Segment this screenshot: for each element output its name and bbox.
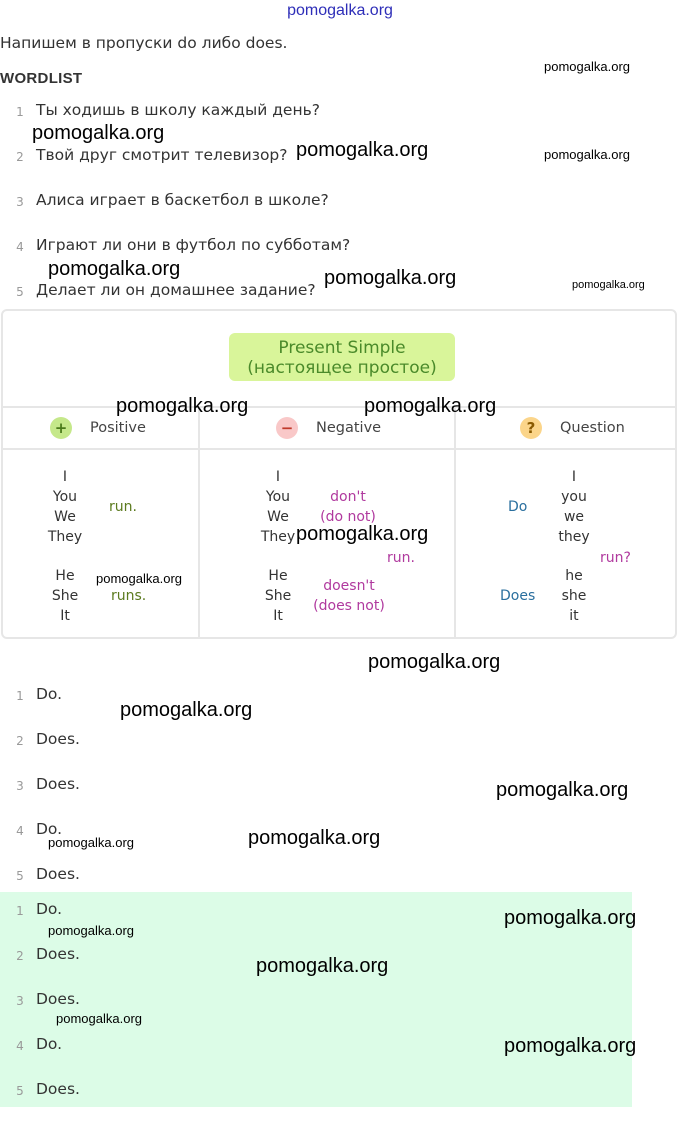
pronoun: I [275,469,281,485]
aux-full: (do not) [320,509,376,525]
question-text: Делает ли он домашнее задание? [36,281,316,299]
list-item [0,685,680,730]
aux-do: Do [508,499,528,515]
pronoun-group [549,467,599,547]
answer-text: Does. [36,865,80,883]
watermark: pomogalka.org [116,395,249,417]
pronoun: we [563,509,585,525]
watermark-top: pomogalka.org [287,2,393,19]
present-simple-card [1,309,677,639]
watermark: pomogalka.org [496,779,629,801]
pronoun: We [267,509,289,525]
item-number: 2 [16,734,24,748]
watermark: pomogalka.org [296,523,429,545]
watermark: pomogalka.org [48,258,181,280]
verb-runs: runs. [111,588,147,604]
pronoun: She [264,588,292,604]
question-label: Question [560,420,625,436]
answer-text: Does. [36,730,80,748]
item-number: 5 [16,285,24,299]
watermark: pomogalka.org [96,571,182,586]
watermark: pomogalka.org [544,59,630,74]
item-number: 4 [16,824,24,838]
positive-label: Positive [90,420,146,436]
pronoun: it [569,608,579,624]
watermark: pomogalka.org [32,122,165,144]
item-number: 2 [16,949,24,963]
task-instruction: Напишем в пропуски do либо does. [0,34,288,52]
pronoun-group [40,566,90,626]
watermark: pomogalka.org [324,267,457,289]
verb-run-question: run? [600,550,631,566]
watermark: pomogalka.org [572,279,645,291]
item-number: 4 [16,1039,24,1053]
answer-text: Do. [36,1035,63,1053]
watermark: pomogalka.org [48,923,134,938]
item-number: 1 [16,904,24,918]
aux-does: Does [500,588,536,604]
list-item [0,1080,680,1125]
pronoun: It [273,608,283,624]
list-item [0,191,680,236]
watermark: pomogalka.org [368,651,501,673]
watermark: pomogalka.org [120,699,253,721]
negative-header [276,415,381,441]
pronoun: He [55,568,75,584]
verb-run: run. [387,550,415,566]
pronoun: They [47,529,83,545]
pronoun: He [268,568,288,584]
watermark: pomogalka.org [56,1011,142,1026]
pronoun-group [549,566,599,626]
question-mark-icon: ? [520,417,542,439]
negative-label: Negative [316,420,382,436]
item-number: 5 [16,1084,24,1098]
answer-text: Does. [36,775,80,793]
watermark: pomogalka.org [504,907,637,929]
pronoun: You [52,489,78,505]
list-item [0,730,680,775]
title-line-1: Present Simple [278,338,406,358]
pronoun: You [265,489,291,505]
pronoun-group [40,467,90,547]
pronoun: they [558,529,590,545]
question-text: Ты ходишь в школу каждый день? [36,101,320,119]
divider [198,407,200,639]
pronoun: I [571,469,577,485]
pronoun: We [54,509,76,525]
pronoun: She [51,588,79,604]
pronoun: she [561,588,587,604]
aux-dont [313,487,383,527]
item-number: 2 [16,150,24,164]
pronoun: They [260,529,296,545]
watermark: pomogalka.org [544,147,630,162]
answer-text: Does. [36,945,80,963]
item-number: 4 [16,240,24,254]
aux-doesnt [307,576,391,616]
answer-text: Do. [36,900,63,918]
item-number: 3 [16,994,24,1008]
pronoun-group [253,566,303,626]
divider [3,448,675,450]
divider [454,407,456,639]
answer-text: Does. [36,990,80,1008]
aux-short: don't [330,489,366,505]
pronoun: It [60,608,70,624]
item-number: 5 [16,869,24,883]
watermark: pomogalka.org [296,139,429,161]
present-simple-title [229,333,455,381]
answer-text: Do. [36,820,63,838]
pronoun: you [561,489,587,505]
title-line-2: (настоящее простое) [247,358,437,378]
watermark: pomogalka.org [256,955,389,977]
divider [3,406,675,408]
answer-text: Does. [36,1080,80,1098]
watermark: pomogalka.org [504,1035,637,1057]
wordlist-heading: WORDLIST [0,70,83,87]
aux-full: (does not) [313,598,385,614]
plus-icon: + [50,417,72,439]
question-text: Играют ли они в футбол по субботам? [36,236,351,254]
verb-run: run. [109,499,137,515]
pronoun: I [62,469,68,485]
pronoun: he [565,568,583,584]
watermark: pomogalka.org [248,827,381,849]
minus-icon: − [276,417,298,439]
item-number: 1 [16,689,24,703]
answer-text: Do. [36,685,63,703]
item-number: 3 [16,779,24,793]
item-number: 1 [16,105,24,119]
question-text: Твой друг смотрит телевизор? [36,146,288,164]
positive-header [50,415,146,441]
watermark: pomogalka.org [364,395,497,417]
question-header [520,415,625,441]
item-number: 3 [16,195,24,209]
watermark: pomogalka.org [48,835,134,850]
aux-short: doesn't [323,578,375,594]
question-text: Алиса играет в баскетбол в школе? [36,191,329,209]
